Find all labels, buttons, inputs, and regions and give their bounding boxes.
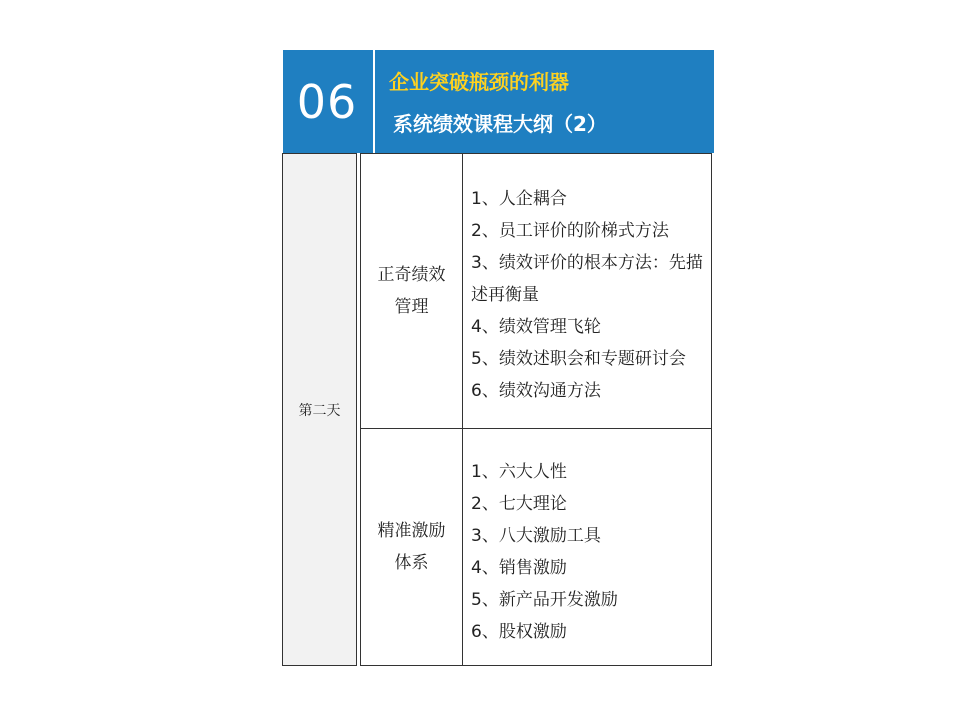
module-content-2	[462, 428, 712, 666]
list-item: 2、七大理论	[471, 494, 567, 514]
module-content-1	[462, 153, 712, 429]
module-label: 精准激励体系	[377, 521, 446, 573]
day-cell	[282, 153, 357, 666]
list-item: 6、股权激励	[471, 622, 567, 642]
day-label: 第二天	[298, 402, 341, 419]
header-divider	[373, 50, 375, 153]
list-item: 5、新产品开发激励	[471, 590, 618, 610]
section-number: 06	[296, 74, 358, 129]
list-item: 2、员工评价的阶梯式方法	[471, 221, 669, 241]
list-item: 1、六大人性	[471, 462, 567, 482]
module-cell-1	[360, 153, 463, 429]
list-item: 1、人企耦合	[471, 189, 567, 209]
outline-header	[283, 50, 714, 153]
module-cell-2	[360, 428, 463, 666]
list-item: 4、销售激励	[471, 558, 567, 578]
list-item: 5、绩效述职会和专题研讨会	[471, 349, 686, 369]
list-item: 3、八大激励工具	[471, 526, 601, 546]
header-title: 企业突破瓶颈的利器	[389, 70, 569, 94]
list-item: 3、绩效评价的根本方法：先描述再衡量	[471, 253, 703, 305]
header-subtitle: 系统绩效课程大纲（2）	[393, 112, 607, 136]
list-item: 6、绩效沟通方法	[471, 381, 601, 401]
list-item: 4、绩效管理飞轮	[471, 317, 601, 337]
module-label: 正奇绩效管理	[377, 265, 446, 317]
